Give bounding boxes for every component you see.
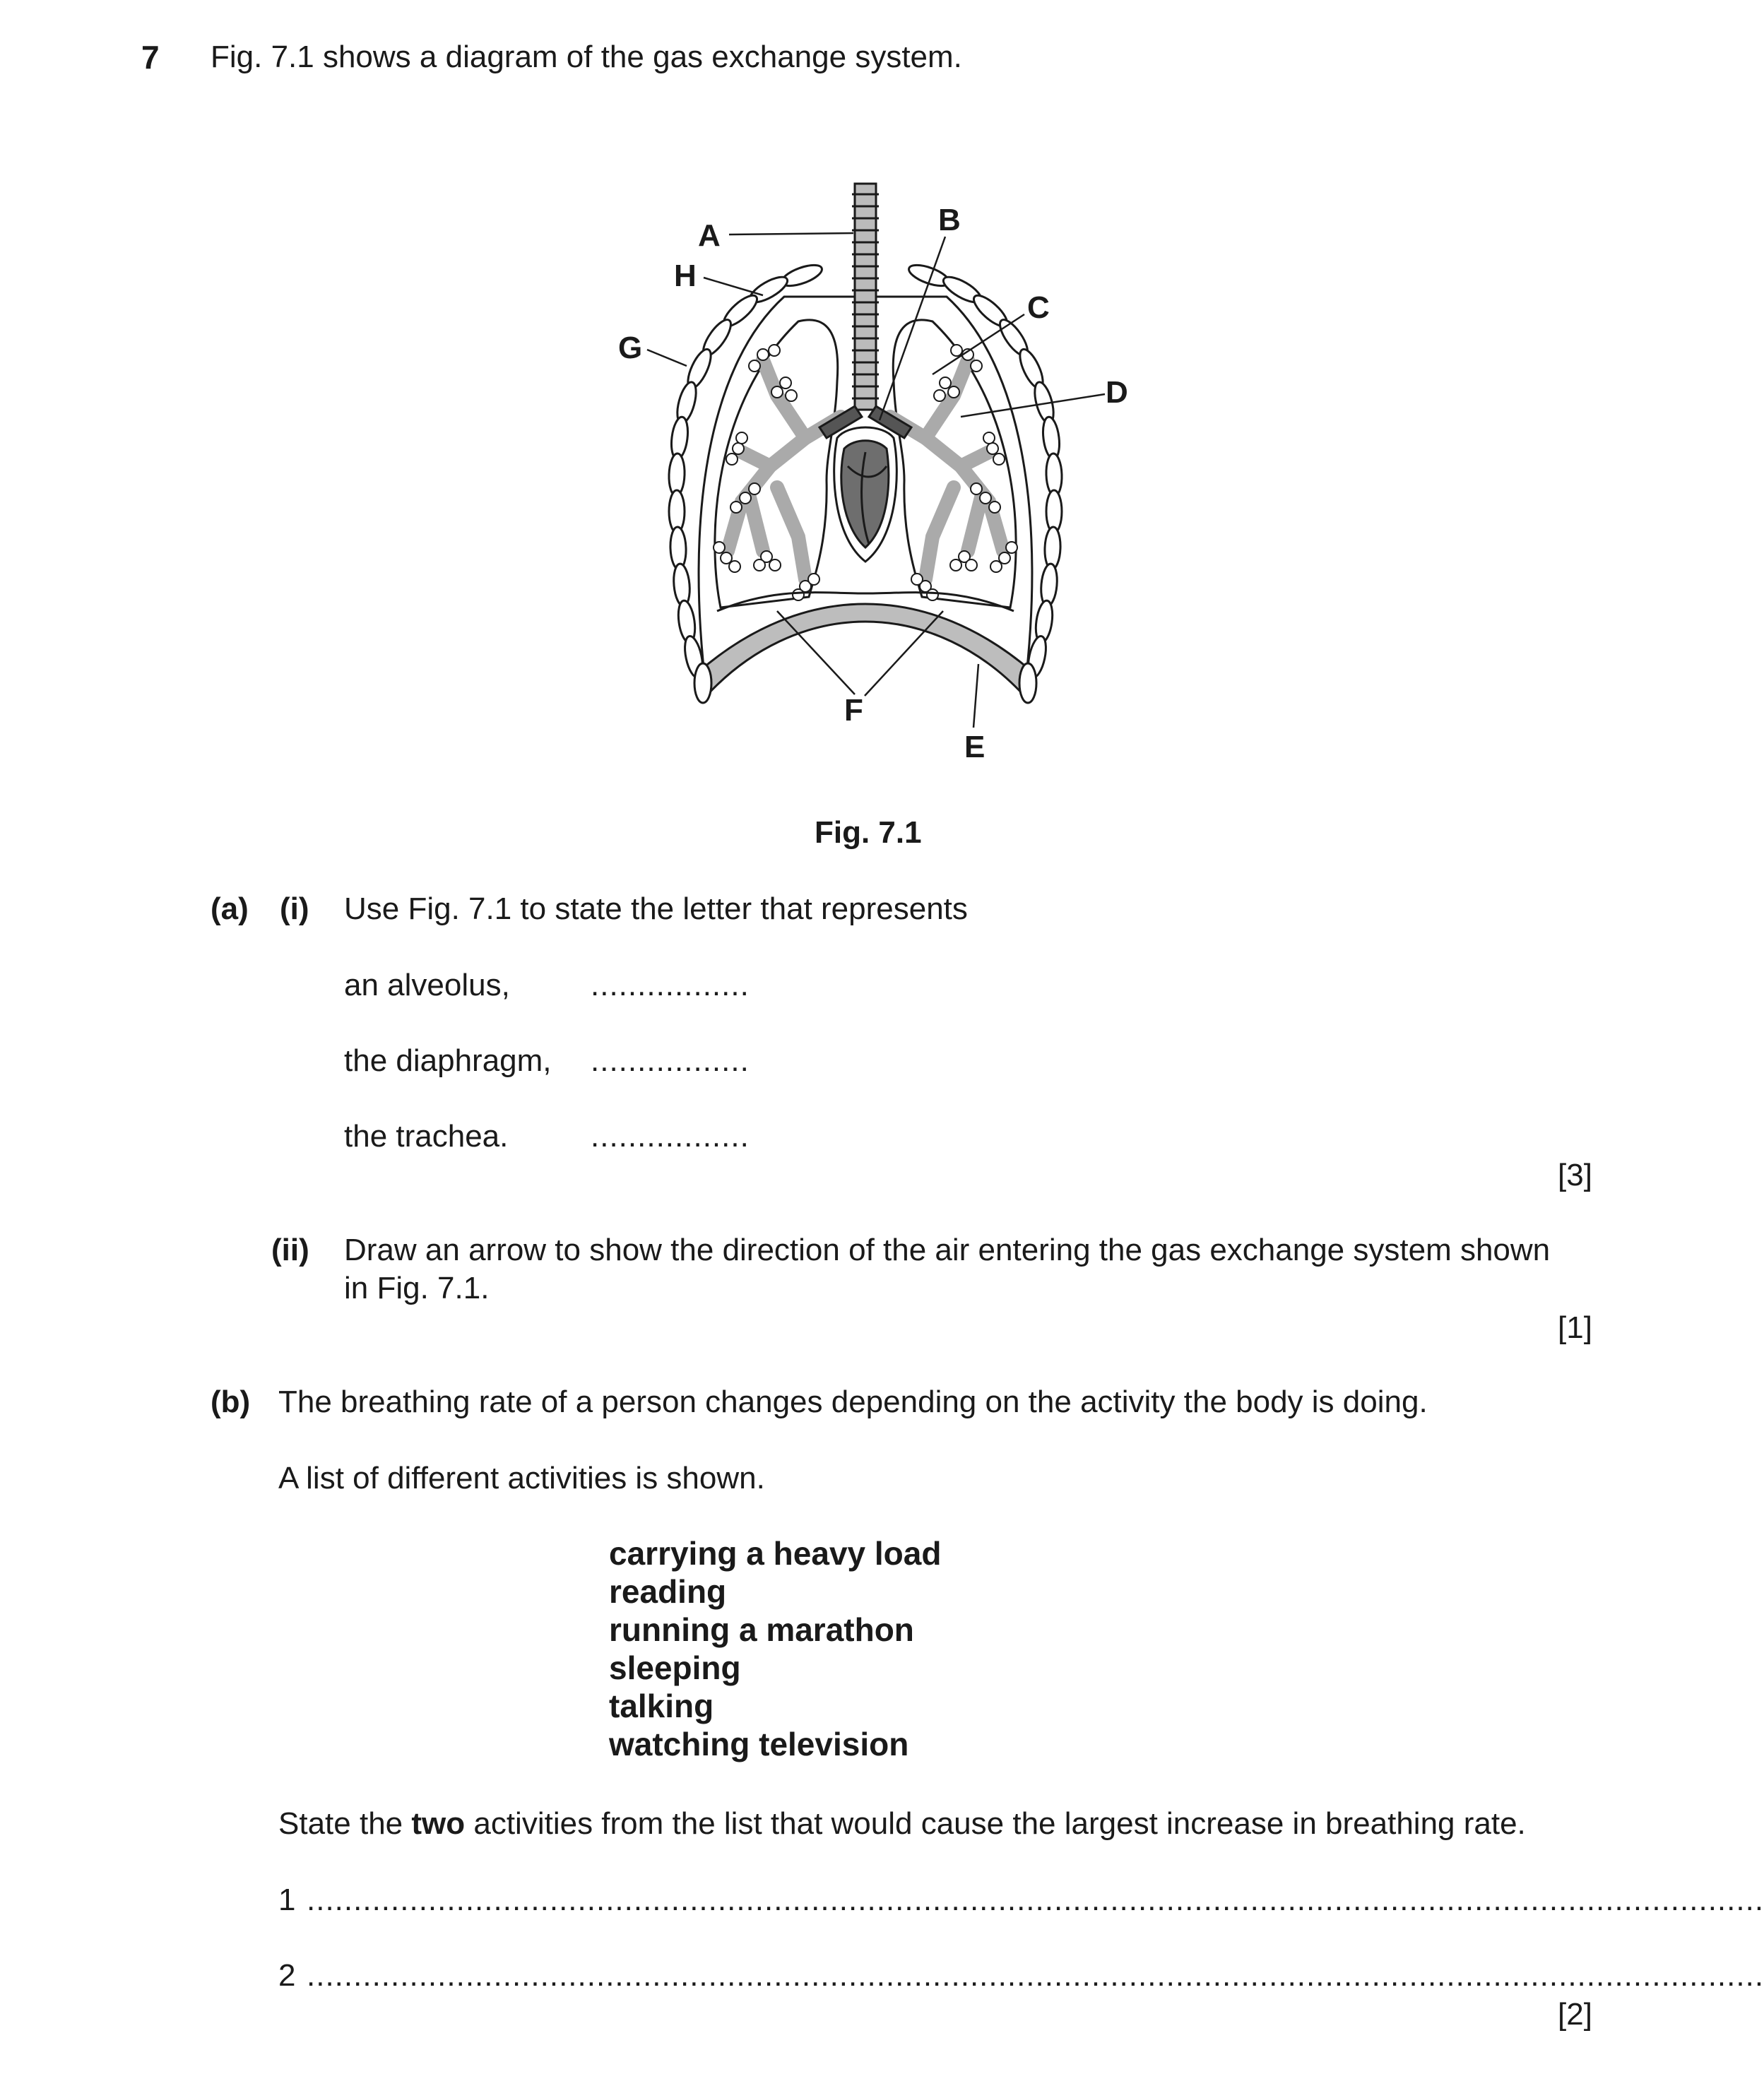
answer-line-1[interactable]: ............................................................................................................................................................ <box>307 1883 1764 1917</box>
part-b-instruction <box>278 1805 1526 1843</box>
marks-b: [2] <box>1558 1997 1592 2032</box>
gas-exchange-diagram <box>565 170 1166 777</box>
marks-a-i: [3] <box>1558 1158 1592 1192</box>
term-alveolus: an alveolus, <box>344 968 510 1002</box>
activity-item: watching television <box>609 1726 909 1762</box>
answer-blank-diaphragm[interactable]: ................. <box>591 1043 750 1078</box>
label-c: C <box>1027 290 1050 325</box>
activity-item: talking <box>609 1688 714 1724</box>
figure-caption: Fig. 7.1 <box>815 815 922 850</box>
answer-blank-alveolus[interactable]: ................. <box>591 968 750 1002</box>
label-b: B <box>938 203 961 237</box>
term-diaphragm: the diaphragm, <box>344 1043 552 1078</box>
label-d: D <box>1106 375 1128 410</box>
instruction-post: activities from the list that would cause the largest increase in breathing rate. <box>465 1806 1526 1841</box>
label-f: F <box>844 693 863 728</box>
instruction-pre: State the <box>278 1806 412 1841</box>
label-e: E <box>964 730 985 764</box>
label-a: A <box>698 218 721 253</box>
instruction-emphasis: two <box>411 1806 466 1841</box>
label-g: G <box>618 331 643 365</box>
part-a-label: (a) <box>211 891 249 926</box>
activity-item: reading <box>609 1573 727 1610</box>
answer-number-2: 2 <box>278 1958 296 1993</box>
activity-item: running a marathon <box>609 1611 914 1648</box>
answer-number-1: 1 <box>278 1883 296 1917</box>
answer-line-2[interactable]: ............................................................................................................................................................ <box>307 1958 1764 1993</box>
label-h: H <box>674 259 697 293</box>
marks-a-ii: [1] <box>1558 1310 1592 1345</box>
part-b-list-intro: A list of different activities is shown. <box>278 1461 765 1495</box>
part-b-label: (b) <box>211 1385 251 1419</box>
part-a-i-text: Use Fig. 7.1 to state the letter that represents <box>344 891 968 926</box>
question-number: 7 <box>141 39 160 76</box>
term-trachea: the trachea. <box>344 1119 509 1154</box>
part-a-ii-text-line2: in Fig. 7.1. <box>344 1271 490 1305</box>
answer-blank-trachea[interactable]: ................. <box>591 1119 750 1154</box>
activity-item: sleeping <box>609 1649 741 1686</box>
part-a-i-label: (i) <box>280 891 309 926</box>
part-a-ii-label: (ii) <box>271 1233 309 1267</box>
activity-item: carrying a heavy load <box>609 1535 942 1572</box>
activity-list <box>609 1534 941 1763</box>
heart <box>834 427 897 562</box>
question-intro: Fig. 7.1 shows a diagram of the gas exchange system. <box>211 40 962 74</box>
diaphragm <box>699 604 1031 696</box>
part-a-ii-text-line1: Draw an arrow to show the direction of the air entering the gas exchange system shown <box>344 1233 1551 1267</box>
part-b-text: The breathing rate of a person changes depending on the activity the body is doing. <box>278 1385 1428 1419</box>
